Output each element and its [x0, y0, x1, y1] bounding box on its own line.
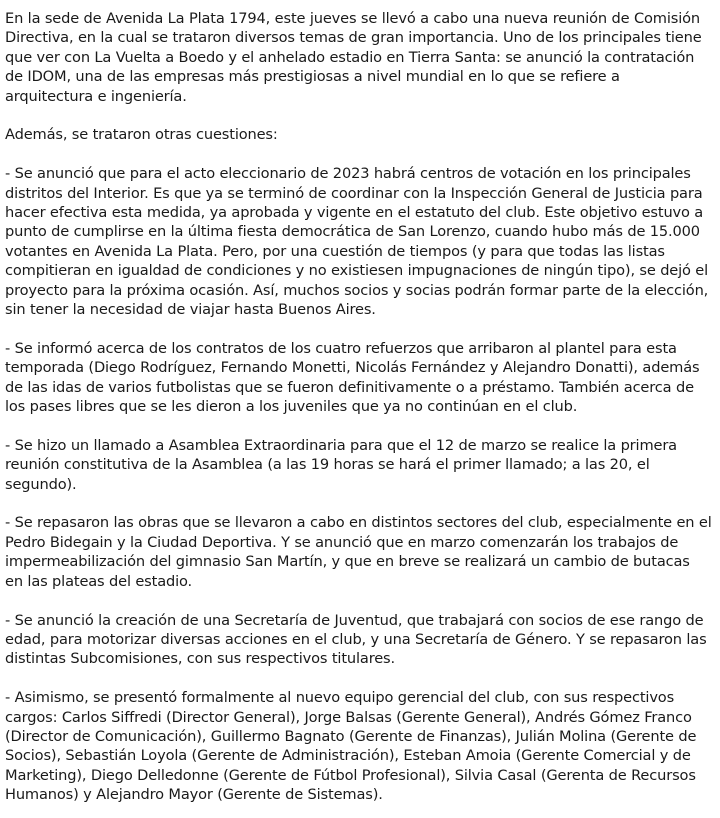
paragraph-management-team: - Asimismo, se presentó formalmente al nuevo equipo gerencial del club, con sus respectivos cargos: Carlos Siffredi (Director General), Jorge Balsas (Gerente General), Andrés Gómez Franco (Director de Comunicación), Guillermo Bagnato (Gerente de Finanzas), Julián Molina (Gerente de Socios), Sebastián Loyola (Gerente de Administración), Esteban Amoia (Gerente Comercial y de Marketing), Diego Delledonne (Gerente de Fútbol Profesional), Silvia Casal (Gerenta de Recursos Humanos) y Alejandro Mayor (Gerente de Sistemas).: [5, 689, 697, 804]
paragraph-secretariats: - Se anunció la creación de una Secretaría de Juventud, que trabajará con socios de ese rango de edad, para motorizar diversas acciones en el club, y una Secretaría de Género. Y se repasaron las distintas Subcomisiones, con sus respectivos titulares.: [5, 611, 707, 668]
paragraph-other-issues: Además, se trataron otras cuestiones:: [5, 126, 278, 144]
paragraph-assembly: - Se hizo un llamado a Asamblea Extraordinaria para que el 12 de marzo se realice la primera reunión constitutiva de la Asamblea (a las 19 horas se hará el primer llamado; a las 20, el segundo).: [5, 436, 677, 493]
paragraph-intro: En la sede de Avenida La Plata 1794, este jueves se llevó a cabo una nueva reunión de Comisión Directiva, en la cual se trataron diversos temas de gran importancia. Uno de los principales tiene que ver con La Vuelta a Boedo y el anhelado estadio en Tierra Santa: se anunció la contratación de IDOM, una de las empresas más prestigiosas a nivel mundial en lo que se refiere a arquitectura e ingeniería.: [5, 10, 702, 105]
paragraph-contracts: - Se informó acerca de los contratos de los cuatro refuerzos que arribaron al plantel para esta temporada (Diego Rodríguez, Fernando Monetti, Nicolás Fernández y Alejandro Donatti), además de las idas de varios futbolistas que se fueron definitivamente o a préstamo. También acerca de los pases libres que se les dieron a los juveniles que ya no continúan en el club.: [5, 339, 700, 416]
paragraph-elections: - Se anunció que para el acto eleccionario de 2023 habrá centros de votación en los principales distritos del Interior. Es que ya se terminó de coordinar con la Inspección General de Justicia para hacer efectiva esta medida, ya aprobada y vigente en el estatuto del club. Este objetivo estuvo a punto de cumplirse en la última fiesta democrática de San Lorenzo, cuando hubo más de 15.000 votantes en Avenida La Plata. Pero, por una cuestión de tiempos (y para que todas las listas compitieran en igualdad de condiciones y no existiesen impugnaciones de ningún tipo), se dejó el proyecto para la próxima ocasión. Así, muchos socios y socias podrán formar parte de la elección, sin tener la necesidad de viajar hasta Buenos Aires.: [5, 165, 709, 319]
paragraph-works: - Se repasaron las obras que se llevaron a cabo en distintos sectores del club, especialmente en el Pedro Bidegain y la Ciudad Deportiva. Y se anunció que en marzo comenzarán los trabajos de impermeabilización del gimnasio San Martín, y que en breve se realizará un cambio de butacas en las plateas del estadio.: [5, 514, 712, 590]
